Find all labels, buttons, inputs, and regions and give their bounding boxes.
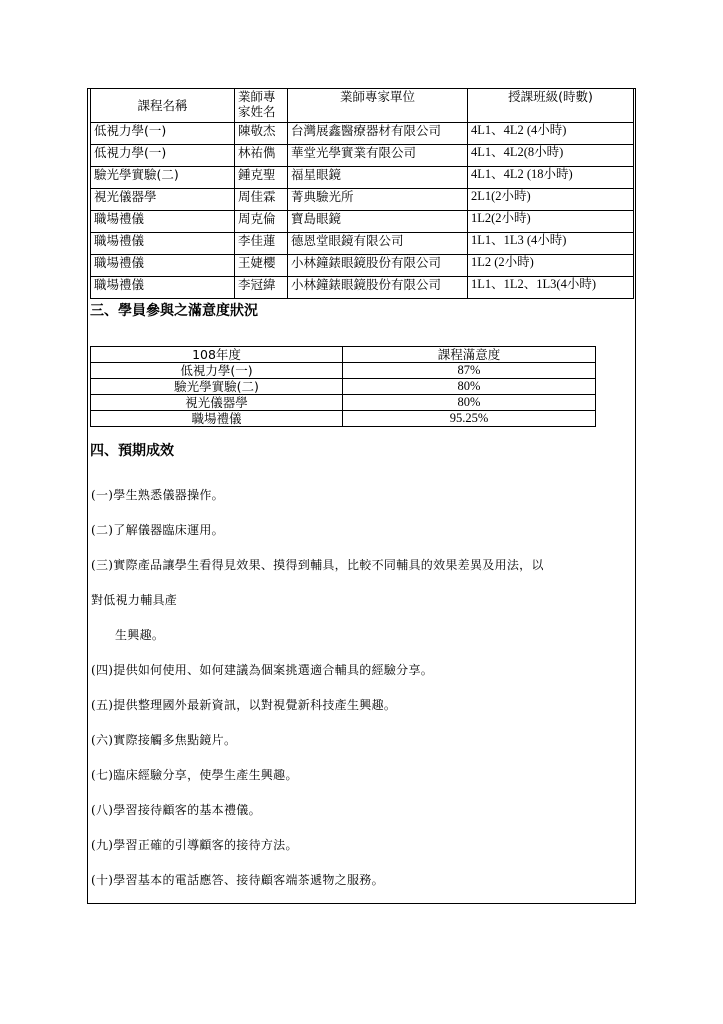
outcome-item: (三)實際產品讓學生看得見效果、摸得到輔具，比較不同輔具的效果差異及用法，以 bbox=[91, 558, 544, 572]
table-cell: 李佳蓮 bbox=[235, 233, 288, 255]
outcome-item: (十)學習基本的電話應答、接待顧客端茶遞物之服務。 bbox=[91, 873, 384, 887]
table-cell: 4L1、4L2 (18小時) bbox=[468, 167, 634, 189]
column-header: 授課班級(時數) bbox=[468, 89, 634, 123]
table-cell: 職場禮儀 bbox=[91, 411, 343, 427]
table-row bbox=[91, 363, 596, 379]
table-row bbox=[91, 123, 634, 145]
table-cell: 1L2 (2小時) bbox=[468, 255, 634, 277]
table-cell: 視光儀器學 bbox=[91, 189, 235, 211]
outcome-item: (五)提供整理國外最新資訊，以對視覺新科技產生興趣。 bbox=[91, 698, 397, 712]
table-cell: 87% bbox=[343, 363, 596, 379]
column-header: 業師專家姓名 bbox=[235, 89, 288, 123]
table-cell: 華堂光學實業有限公司 bbox=[288, 145, 468, 167]
table-cell: 職場禮儀 bbox=[91, 233, 235, 255]
table-cell: 95.25% bbox=[343, 411, 596, 427]
table-cell: 4L1、4L2 (4小時) bbox=[468, 123, 634, 145]
table-cell: 王婕櫻 bbox=[235, 255, 288, 277]
table-cell: 陳敬杰 bbox=[235, 123, 288, 145]
table-cell: 職場禮儀 bbox=[91, 211, 235, 233]
table-header-row bbox=[91, 347, 596, 363]
outcome-item: (一)學生熟悉儀器操作。 bbox=[91, 488, 224, 502]
table-row bbox=[91, 277, 634, 299]
table-cell: 2L1(2小時) bbox=[468, 189, 634, 211]
table-row bbox=[91, 395, 596, 411]
table-row bbox=[91, 167, 634, 189]
outcome-item: (八)學習接待顧客的基本禮儀。 bbox=[91, 803, 261, 817]
column-header: 業師專家單位 bbox=[288, 89, 468, 123]
table-cell: 李冠緯 bbox=[235, 277, 288, 299]
table-cell: 台灣展鑫醫療器材有限公司 bbox=[288, 123, 468, 145]
table-cell: 小林鐘錶眼鏡股份有限公司 bbox=[288, 255, 468, 277]
outcome-item: (二)了解儀器臨床運用。 bbox=[91, 523, 224, 537]
table-cell: 1L1、1L3 (4小時) bbox=[468, 233, 634, 255]
table-cell: 1L2(2小時) bbox=[468, 211, 634, 233]
table-cell: 低視力學(一) bbox=[91, 145, 235, 167]
section-4-heading: 四、預期成效 bbox=[90, 443, 174, 459]
outcome-item: (四)提供如何使用、如何建議為個案挑選適合輔具的經驗分享。 bbox=[91, 663, 434, 677]
section-3-heading: 三、學員參與之滿意度狀況 bbox=[90, 303, 258, 319]
table-cell: 1L1、1L2、1L3(4小時) bbox=[468, 277, 634, 299]
table-cell: 林祐儁 bbox=[235, 145, 288, 167]
table-cell: 視光儀器學 bbox=[91, 395, 343, 411]
table-cell: 寶島眼鏡 bbox=[288, 211, 468, 233]
satisfaction-table bbox=[90, 346, 596, 427]
outcome-item: (七)臨床經驗分享，使學生產生興趣。 bbox=[91, 768, 298, 782]
table-row bbox=[91, 211, 634, 233]
table-cell: 菁典驗光所 bbox=[288, 189, 468, 211]
table-cell: 低視力學(一) bbox=[91, 363, 343, 379]
table-cell: 職場禮儀 bbox=[91, 277, 235, 299]
course-expert-table bbox=[90, 88, 634, 299]
table-cell: 鍾克聖 bbox=[235, 167, 288, 189]
table-row bbox=[91, 411, 596, 427]
table-cell: 周克倫 bbox=[235, 211, 288, 233]
table-row bbox=[91, 145, 634, 167]
outcome-item: 生興趣。 bbox=[115, 628, 165, 642]
table-cell: 低視力學(一) bbox=[91, 123, 235, 145]
column-header: 108年度 bbox=[91, 347, 343, 363]
outcome-item: (六)實際接觸多焦點鏡片。 bbox=[91, 733, 237, 747]
table-row bbox=[91, 233, 634, 255]
table-cell: 驗光學實驗(二) bbox=[91, 379, 343, 395]
table-row bbox=[91, 189, 634, 211]
table-cell: 周佳霖 bbox=[235, 189, 288, 211]
table-row bbox=[91, 255, 634, 277]
table-header-row bbox=[91, 89, 634, 123]
outcome-item: 對低視力輔具產 bbox=[91, 593, 178, 607]
column-header: 課程滿意度 bbox=[343, 347, 596, 363]
table-cell: 職場禮儀 bbox=[91, 255, 235, 277]
table-cell: 小林鐘錶眼鏡股份有限公司 bbox=[288, 277, 468, 299]
table-cell: 80% bbox=[343, 379, 596, 395]
table-cell: 福星眼鏡 bbox=[288, 167, 468, 189]
table-row bbox=[91, 379, 596, 395]
table-cell: 德恩堂眼鏡有限公司 bbox=[288, 233, 468, 255]
table-cell: 驗光學實驗(二) bbox=[91, 167, 235, 189]
table-cell: 4L1、4L2(8小時) bbox=[468, 145, 634, 167]
column-header: 課程名稱 bbox=[91, 89, 235, 123]
outcome-item: (九)學習正確的引導顧客的接待方法。 bbox=[91, 838, 298, 852]
table-cell: 80% bbox=[343, 395, 596, 411]
